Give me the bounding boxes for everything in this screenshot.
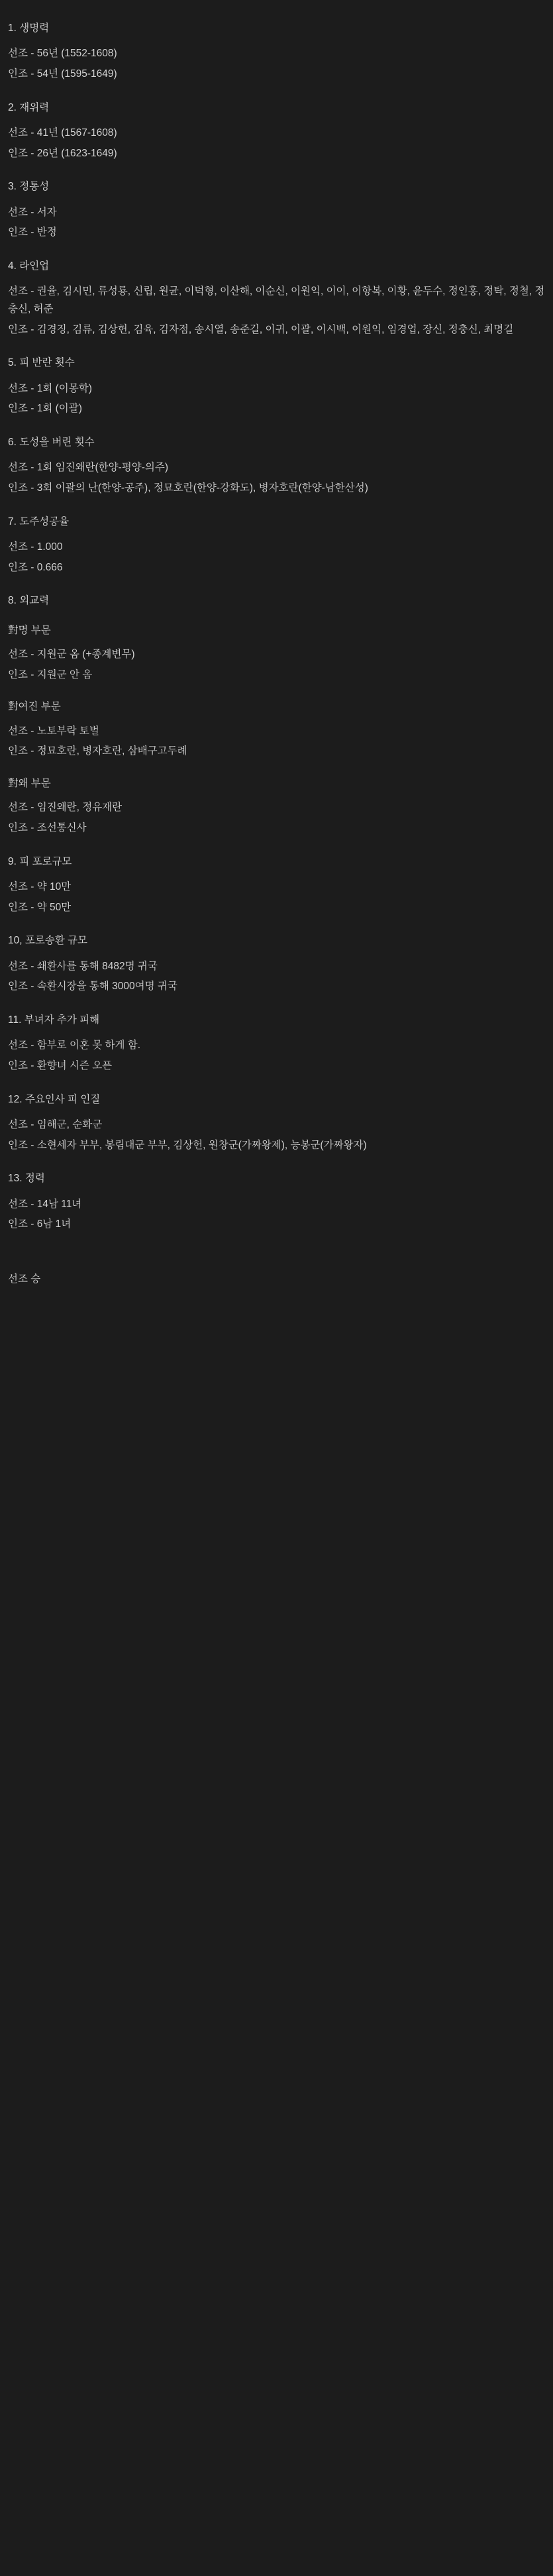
- subsection-heading: 對여진 부문: [8, 701, 61, 713]
- section-body: [8, 1191, 545, 1239]
- section-heading: 1. 생명력: [8, 23, 50, 34]
- section-line: 선조 - 지원군 옴 (+종계변무): [8, 648, 135, 660]
- section-heading: 2. 재위력: [8, 101, 50, 113]
- section-line: 선조 - 56년 (1552-1608): [8, 48, 117, 60]
- section-body: [8, 1111, 545, 1159]
- subsection-jurchen: [8, 689, 545, 766]
- section-2: [8, 89, 545, 168]
- section-line: 인조 - 환향녀 시즌 오픈: [8, 1059, 113, 1071]
- section-heading: 7. 도주성공율: [8, 515, 70, 527]
- section-body: [8, 454, 545, 502]
- section-line: 인조 - 조선통신사: [8, 822, 87, 833]
- section-line: 선조 - 14남 11녀: [8, 1198, 82, 1210]
- section-line: 인조 - 0.666: [8, 561, 63, 573]
- subsection-japan: [8, 766, 545, 843]
- subsection-heading: 對명 부문: [8, 624, 51, 636]
- section-line: 선조 - 1.000: [8, 541, 63, 553]
- section-line: 선조 - 함부로 이혼 못 하게 함.: [8, 1040, 141, 1051]
- section-line: 선조 - 약 10만: [8, 881, 72, 892]
- section-heading: 10, 포로송환 규모: [8, 935, 87, 947]
- section-heading: 9. 피 포로규모: [8, 855, 72, 867]
- section-body: [8, 533, 545, 582]
- section-line: 선조 - 임해군, 순화군: [8, 1118, 103, 1130]
- section-line: 인조 - 54년 (1595-1649): [8, 68, 117, 80]
- section-body: [8, 199, 545, 247]
- section-line: 선조 - 1회 (이몽학): [8, 382, 92, 394]
- section-line: 선조 - 임진왜란, 정유재란: [8, 802, 123, 814]
- section-heading: 8. 외교력: [8, 595, 50, 607]
- section-body: [8, 953, 545, 1001]
- section-4: [8, 247, 545, 344]
- section-8: [8, 582, 545, 842]
- subsection-body: [8, 641, 545, 689]
- section-5: [8, 344, 545, 423]
- section-heading: 3. 정통성: [8, 181, 50, 193]
- section-line: 인조 - 1회 (이괄): [8, 403, 82, 415]
- section-body: [8, 40, 545, 88]
- section-line: 인조 - 26년 (1623-1649): [8, 147, 117, 159]
- section-9: [8, 843, 545, 922]
- section-line: 인조 - 반정: [8, 227, 57, 239]
- subsection-ming: [8, 613, 545, 690]
- section-7: [8, 503, 545, 582]
- section-12: [8, 1081, 545, 1160]
- section-body: [8, 375, 545, 423]
- section-line: 선조 - 노토부락 토벌: [8, 725, 99, 737]
- section-line: 선조 - 1회 임진왜란(한양-평양-의주): [8, 462, 168, 474]
- section-heading: 13. 정력: [8, 1173, 45, 1185]
- subsection-body: [8, 718, 545, 766]
- subsection-heading: 對왜 부문: [8, 777, 51, 789]
- section-body: [8, 1032, 545, 1080]
- section-3: [8, 168, 545, 247]
- section-10: [8, 922, 545, 1001]
- section-heading: 5. 피 반란 횟수: [8, 357, 75, 369]
- section-line: 인조 - 소현세자 부부, 봉림대군 부부, 김상헌, 원창군(가짜왕제), 능봉군(가짜왕자): [8, 1139, 367, 1151]
- section-line: 선조 - 권율, 김시민, 류성룡, 신립, 원균, 이덕형, 이산해, 이순신, 이원익, 이이, 이항복, 이황, 윤두수, 정인홍, 정탁, 정철, 정충신, 허준: [8, 286, 545, 315]
- section-body: [8, 119, 545, 168]
- subsection-body: [8, 794, 545, 842]
- conclusion-block: [8, 1239, 545, 1290]
- section-13: [8, 1159, 545, 1239]
- section-body: [8, 873, 545, 922]
- section-line: 인조 - 정묘호란, 병자호란, 삼배구고두례: [8, 745, 187, 757]
- section-line: 인조 - 김경징, 김류, 김상헌, 김육, 김자점, 송시열, 송준길, 이귀, 이괄, 이시백, 이원익, 임경업, 장신, 정충신, 최명길: [8, 323, 514, 335]
- section-6: [8, 423, 545, 503]
- section-heading: 12. 주요인사 피 인질: [8, 1093, 101, 1105]
- section-line: 선조 - 쇄환사를 통해 8482명 귀국: [8, 960, 158, 972]
- section-body: [8, 278, 545, 344]
- section-line: 인조 - 약 50만: [8, 901, 72, 913]
- conclusion-text: 선조 승: [8, 1273, 41, 1285]
- section-1: [8, 9, 545, 89]
- section-11: [8, 1001, 545, 1081]
- section-line: 인조 - 3회 이괄의 난(한양-공주), 정묘호란(한양-강화도), 병자호란(한양-남한산성): [8, 482, 368, 494]
- section-line: 인조 - 속환시장을 통해 3000여명 귀국: [8, 981, 177, 993]
- section-line: 인조 - 지원군 안 옴: [8, 669, 93, 680]
- section-heading: 4. 라인업: [8, 260, 50, 272]
- section-heading: 11. 부녀자 추가 피해: [8, 1014, 100, 1026]
- section-line: 인조 - 6남 1녀: [8, 1218, 72, 1230]
- section-line: 선조 - 서자: [8, 206, 57, 218]
- section-heading: 6. 도성을 버린 횟수: [8, 436, 95, 448]
- section-line: 선조 - 41년 (1567-1608): [8, 127, 117, 138]
